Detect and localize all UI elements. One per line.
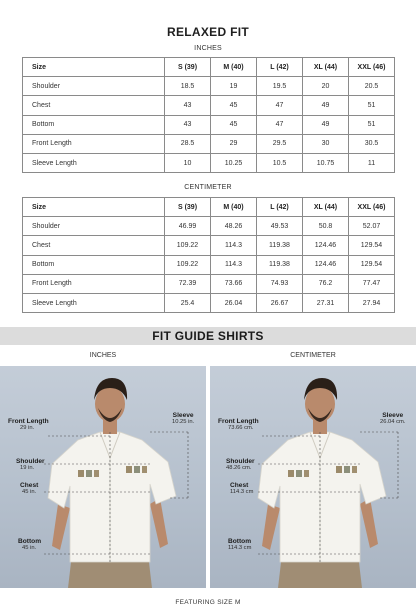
table-cell: 11 bbox=[349, 153, 395, 172]
shoulder-annotation: Shoulder 48.26 cm. bbox=[226, 458, 255, 472]
table-cell: 49 bbox=[303, 96, 349, 115]
table-cell: 49 bbox=[303, 115, 349, 134]
table-cell: 43 bbox=[165, 115, 211, 134]
table-cell: 51 bbox=[349, 96, 395, 115]
table-row bbox=[23, 255, 395, 274]
table-cell: 10 bbox=[165, 153, 211, 172]
table-cell: 45 bbox=[211, 115, 257, 134]
table-cell: 19 bbox=[211, 77, 257, 96]
table-row bbox=[23, 274, 395, 293]
table-cell: 119.38 bbox=[257, 236, 303, 255]
sleeve-annotation: Sleeve 26.04 cm. bbox=[380, 412, 406, 426]
table-header-row bbox=[23, 58, 395, 77]
table-cell: 26.04 bbox=[211, 293, 257, 312]
table-cell: 51 bbox=[349, 115, 395, 134]
table-cell: 10.5 bbox=[257, 153, 303, 172]
table-cell: Sleeve Length bbox=[23, 293, 165, 312]
guide-cm-label: CENTIMETER bbox=[290, 352, 336, 359]
table-cell: 30 bbox=[303, 134, 349, 153]
model-illustration bbox=[0, 366, 206, 588]
shoulder-annotation: Shoulder 19 in. bbox=[16, 458, 45, 472]
table-cell: 114.3 bbox=[211, 255, 257, 274]
table-cell: 50.8 bbox=[303, 217, 349, 236]
table-cell: 109.22 bbox=[165, 236, 211, 255]
sleeve-annotation: Sleeve 10.25 in. bbox=[172, 412, 195, 426]
table-header-row bbox=[23, 198, 395, 217]
table-cell: 49.53 bbox=[257, 217, 303, 236]
table-row bbox=[23, 134, 395, 153]
table-row bbox=[23, 293, 395, 312]
header-cell: M (40) bbox=[211, 58, 257, 77]
chest-annotation: Chest 114.3 cm bbox=[230, 482, 254, 496]
header-cell: M (40) bbox=[211, 198, 257, 217]
table-cell: 20 bbox=[303, 77, 349, 96]
table-cell: 29 bbox=[211, 134, 257, 153]
table-cell: 27.31 bbox=[303, 293, 349, 312]
fit-guide-title: FIT GUIDE SHIRTS bbox=[152, 329, 264, 343]
table-cell: 114.3 bbox=[211, 236, 257, 255]
table-row bbox=[23, 236, 395, 255]
bottom-annotation: Bottom 45 in. bbox=[18, 538, 42, 552]
header-cell: L (42) bbox=[257, 198, 303, 217]
table-cell: 18.5 bbox=[165, 77, 211, 96]
table-cell: Bottom bbox=[23, 255, 165, 274]
featuring-size-caption: FEATURING SIZE M bbox=[175, 599, 241, 606]
table-cell: Bottom bbox=[23, 115, 165, 134]
table-cell: 26.67 bbox=[257, 293, 303, 312]
table-cell: 46.99 bbox=[165, 217, 211, 236]
table-cell: 28.5 bbox=[165, 134, 211, 153]
table-cell: 43 bbox=[165, 96, 211, 115]
table-cell: 72.39 bbox=[165, 274, 211, 293]
table-cell: Shoulder bbox=[23, 77, 165, 96]
table-cell: 47 bbox=[257, 115, 303, 134]
table-cell: 10.75 bbox=[303, 153, 349, 172]
header-cell: S (39) bbox=[165, 58, 211, 77]
guide-inches-label: INCHES bbox=[89, 352, 117, 359]
front-length-annotation: Front Length 73.66 cm. bbox=[218, 418, 259, 432]
cm-section-label: CENTIMETER bbox=[184, 184, 232, 191]
table-row bbox=[23, 77, 395, 96]
header-cell: XL (44) bbox=[303, 58, 349, 77]
table-cell: 48.26 bbox=[211, 217, 257, 236]
table-row bbox=[23, 115, 395, 134]
table-cell: 124.46 bbox=[303, 255, 349, 274]
table-cell: 29.5 bbox=[257, 134, 303, 153]
table-cell: 77.47 bbox=[349, 274, 395, 293]
table-row bbox=[23, 153, 395, 172]
cm-size-table bbox=[22, 197, 395, 313]
header-cell: Size bbox=[23, 58, 165, 77]
table-cell: 25.4 bbox=[165, 293, 211, 312]
table-row bbox=[23, 96, 395, 115]
table-cell: Front Length bbox=[23, 134, 165, 153]
fit-guide-banner bbox=[0, 327, 416, 345]
header-cell: S (39) bbox=[165, 198, 211, 217]
inches-size-table bbox=[22, 57, 395, 173]
table-cell: 73.66 bbox=[211, 274, 257, 293]
table-cell: 20.5 bbox=[349, 77, 395, 96]
table-cell: 129.54 bbox=[349, 255, 395, 274]
table-cell: 19.5 bbox=[257, 77, 303, 96]
front-length-annotation: Front Length 29 in. bbox=[8, 418, 49, 432]
fit-guide-panel-inches bbox=[0, 366, 206, 588]
header-cell: Size bbox=[23, 198, 165, 217]
header-cell: XL (44) bbox=[303, 198, 349, 217]
table-cell: 124.46 bbox=[303, 236, 349, 255]
header-cell: XXL (46) bbox=[349, 58, 395, 77]
table-cell: 74.93 bbox=[257, 274, 303, 293]
table-cell: 45 bbox=[211, 96, 257, 115]
table-row bbox=[23, 217, 395, 236]
table-cell: 10.25 bbox=[211, 153, 257, 172]
model-illustration bbox=[210, 366, 416, 588]
header-cell: L (42) bbox=[257, 58, 303, 77]
page-title: RELAXED FIT bbox=[167, 25, 249, 39]
table-cell: 52.07 bbox=[349, 217, 395, 236]
table-cell: Chest bbox=[23, 96, 165, 115]
chest-annotation: Chest 45 in. bbox=[20, 482, 39, 496]
table-cell: 47 bbox=[257, 96, 303, 115]
table-cell: 30.5 bbox=[349, 134, 395, 153]
table-cell: Chest bbox=[23, 236, 165, 255]
fit-guide-panel-cm bbox=[210, 366, 416, 588]
table-cell: Shoulder bbox=[23, 217, 165, 236]
table-cell: 76.2 bbox=[303, 274, 349, 293]
table-cell: 27.94 bbox=[349, 293, 395, 312]
table-cell: Front Length bbox=[23, 274, 165, 293]
header-cell: XXL (46) bbox=[349, 198, 395, 217]
table-cell: 109.22 bbox=[165, 255, 211, 274]
bottom-annotation: Bottom 114.3 cm bbox=[228, 538, 252, 552]
inches-section-label: INCHES bbox=[194, 45, 222, 52]
table-cell: 119.38 bbox=[257, 255, 303, 274]
table-cell: Sleeve Length bbox=[23, 153, 165, 172]
table-cell: 129.54 bbox=[349, 236, 395, 255]
